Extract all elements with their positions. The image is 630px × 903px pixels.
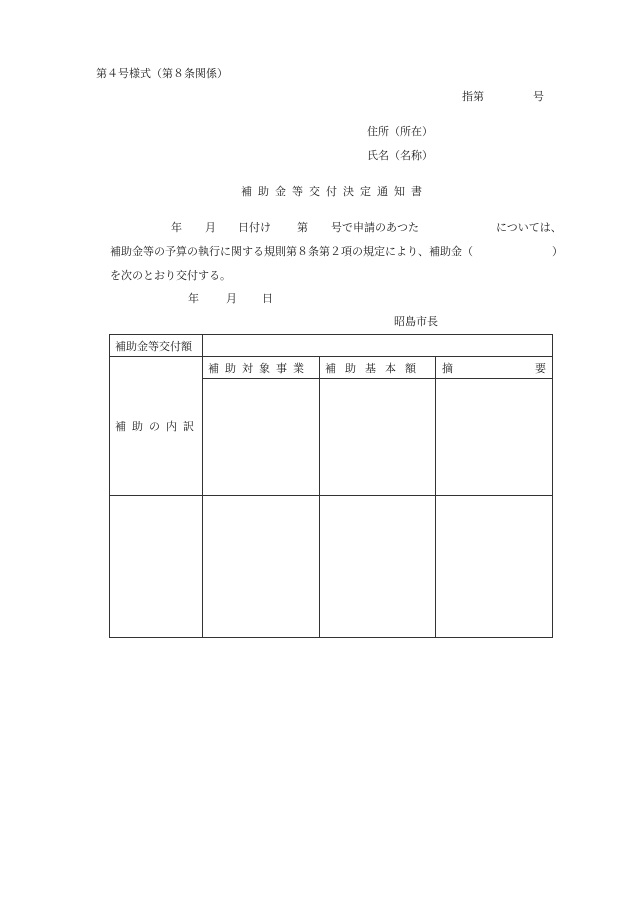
header-base-amount: 補助基本額 [320,357,436,379]
base-amount-cell[interactable] [320,379,436,496]
breakdown-label-cell: 補助の内訳 [110,357,203,496]
document-title: 補助金等交付決定通知書 [241,185,428,198]
blank-project-cell[interactable] [203,496,320,638]
subsidy-table [109,334,553,638]
blank-base-amount-cell[interactable] [320,496,436,638]
project-cell[interactable] [203,379,320,496]
header-summary: 摘 要 [436,357,553,379]
amount-label-cell: 補助金等交付額 [110,335,203,357]
amount-value-cell[interactable] [203,335,553,357]
form-number: 第４号様式（第８条関係） [96,67,228,80]
name-label: 氏名（名称） [367,149,433,162]
address-label: 住所（所在） [367,125,433,138]
blank-summary-cell[interactable] [436,496,553,638]
summary-cell[interactable] [436,379,553,496]
header-project: 補助対象事業 [203,357,320,379]
signatory: 昭島市長 [394,315,438,328]
blank-label-cell [110,496,203,638]
